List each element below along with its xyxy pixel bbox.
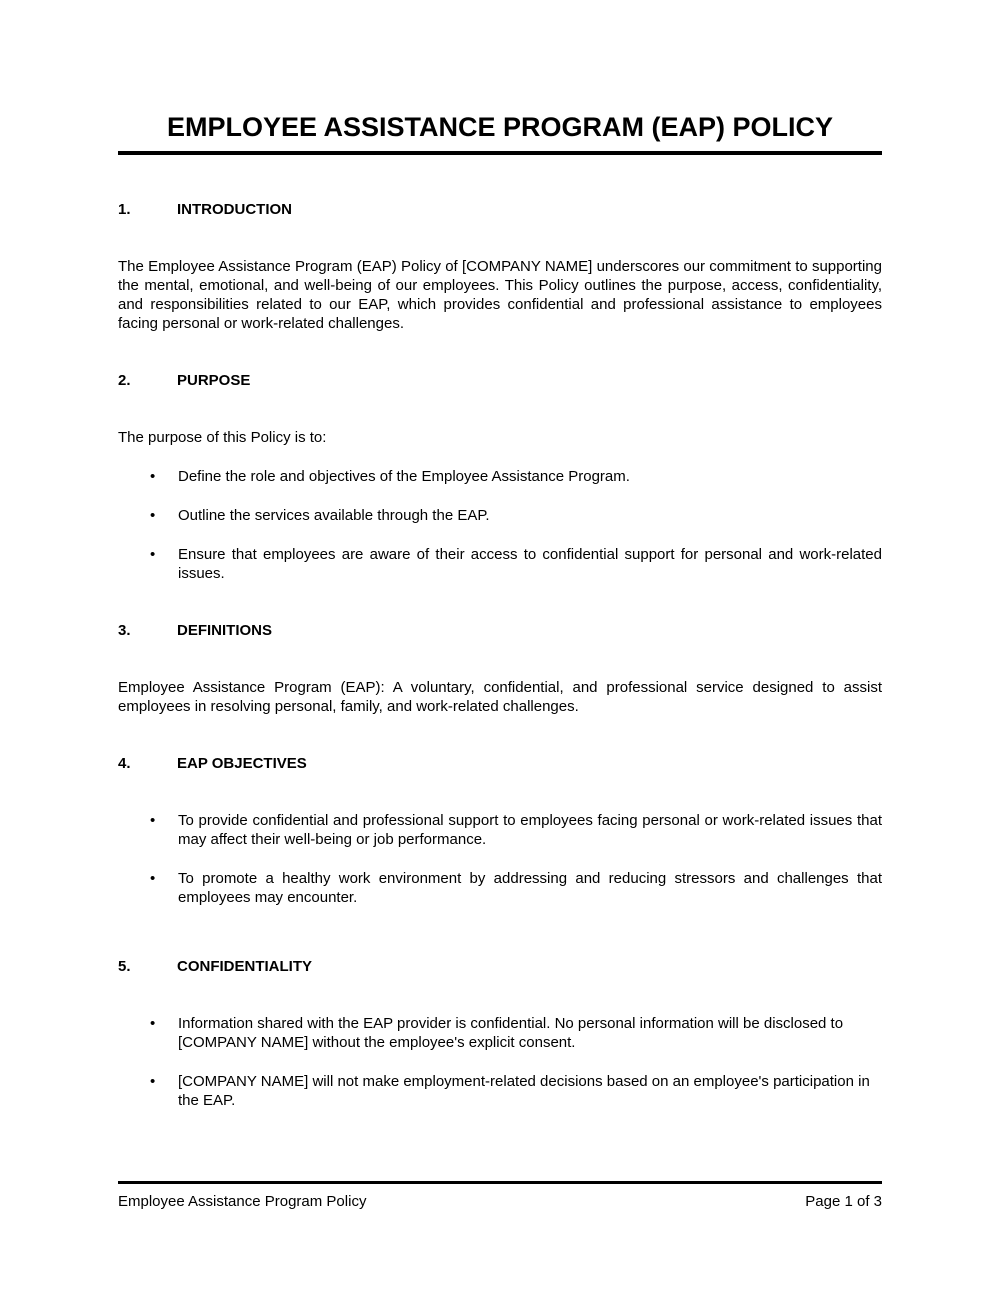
bullet-icon: • <box>150 870 156 887</box>
section-introduction <box>118 200 882 333</box>
section-heading <box>118 200 882 219</box>
bullet-text: Information shared with the EAP provider is confidential. No personal information will be disclosed to [COMPANY NAME] without the employee's explicit consent. <box>178 1015 844 1051</box>
bullet-text: Outline the services available through the EAP. <box>178 507 490 524</box>
bullet-item <box>118 506 882 525</box>
section-number: 2. <box>118 372 131 389</box>
bullet-text: To provide confidential and professional support to employees facing personal or work-related issues that may affect their well-being or job performance. <box>178 812 882 848</box>
section-heading-label: PURPOSE <box>177 372 251 389</box>
section-heading <box>118 371 882 390</box>
section-heading <box>118 957 882 976</box>
bullet-text: [COMPANY NAME] will not make employment-related decisions based on an employee's participation in the EAP. <box>178 1073 870 1109</box>
section-heading <box>118 754 882 773</box>
bullet-item <box>118 869 882 907</box>
bullet-item <box>118 1072 882 1110</box>
section-heading-label: CONFIDENTIALITY <box>177 958 312 975</box>
section-heading-label: EAP OBJECTIVES <box>177 755 307 772</box>
bullet-text: Ensure that employees are aware of their access to confidential support for personal and work-related issues. <box>178 546 882 582</box>
section-number: 3. <box>118 622 131 639</box>
bullet-icon: • <box>150 1015 156 1032</box>
bullet-icon: • <box>150 546 156 563</box>
section-number: 1. <box>118 201 131 218</box>
section-eap-objectives <box>118 754 882 907</box>
bullet-text: Define the role and objectives of the Employee Assistance Program. <box>178 468 630 485</box>
bullet-item <box>118 1014 882 1052</box>
bullet-icon: • <box>150 812 156 829</box>
section-heading-label: INTRODUCTION <box>177 201 292 218</box>
bullet-icon: • <box>150 468 156 485</box>
footer-page-number: Page 1 of 3 <box>805 1193 882 1210</box>
page-footer <box>118 1181 882 1211</box>
section-purpose <box>118 371 882 583</box>
paragraph: Employee Assistance Program (EAP): A voluntary, confidential, and professional service designed to assist employees in resolving personal, family, and work-related challenges. <box>118 679 882 715</box>
bullet-item <box>118 545 882 583</box>
section-number: 5. <box>118 958 131 975</box>
section-definitions <box>118 621 882 716</box>
section-heading <box>118 621 882 640</box>
bullet-item <box>118 811 882 849</box>
section-number: 4. <box>118 755 131 772</box>
footer-document-name: Employee Assistance Program Policy <box>118 1193 367 1210</box>
paragraph: The Employee Assistance Program (EAP) Policy of [COMPANY NAME] underscores our commitment to supporting the mental, emotional, and well-being of our employees. This Policy outlines the purpose, access, confidentiality, and responsibilities related to our EAP, which provides confidential and professional assistance to employees facing personal or work-related challenges. <box>118 258 882 332</box>
bullet-icon: • <box>150 507 156 524</box>
bullet-icon: • <box>150 1073 156 1090</box>
document-content <box>118 0 882 1110</box>
bullet-text: To promote a healthy work environment by addressing and reducing stressors and challenges that employees may encounter. <box>178 870 882 906</box>
section-heading-label: DEFINITIONS <box>177 622 273 639</box>
document-title: EMPLOYEE ASSISTANCE PROGRAM (EAP) POLICY <box>118 110 882 155</box>
paragraph: The purpose of this Policy is to: <box>118 429 327 446</box>
bullet-item <box>118 467 882 486</box>
section-confidentiality <box>118 957 882 1110</box>
